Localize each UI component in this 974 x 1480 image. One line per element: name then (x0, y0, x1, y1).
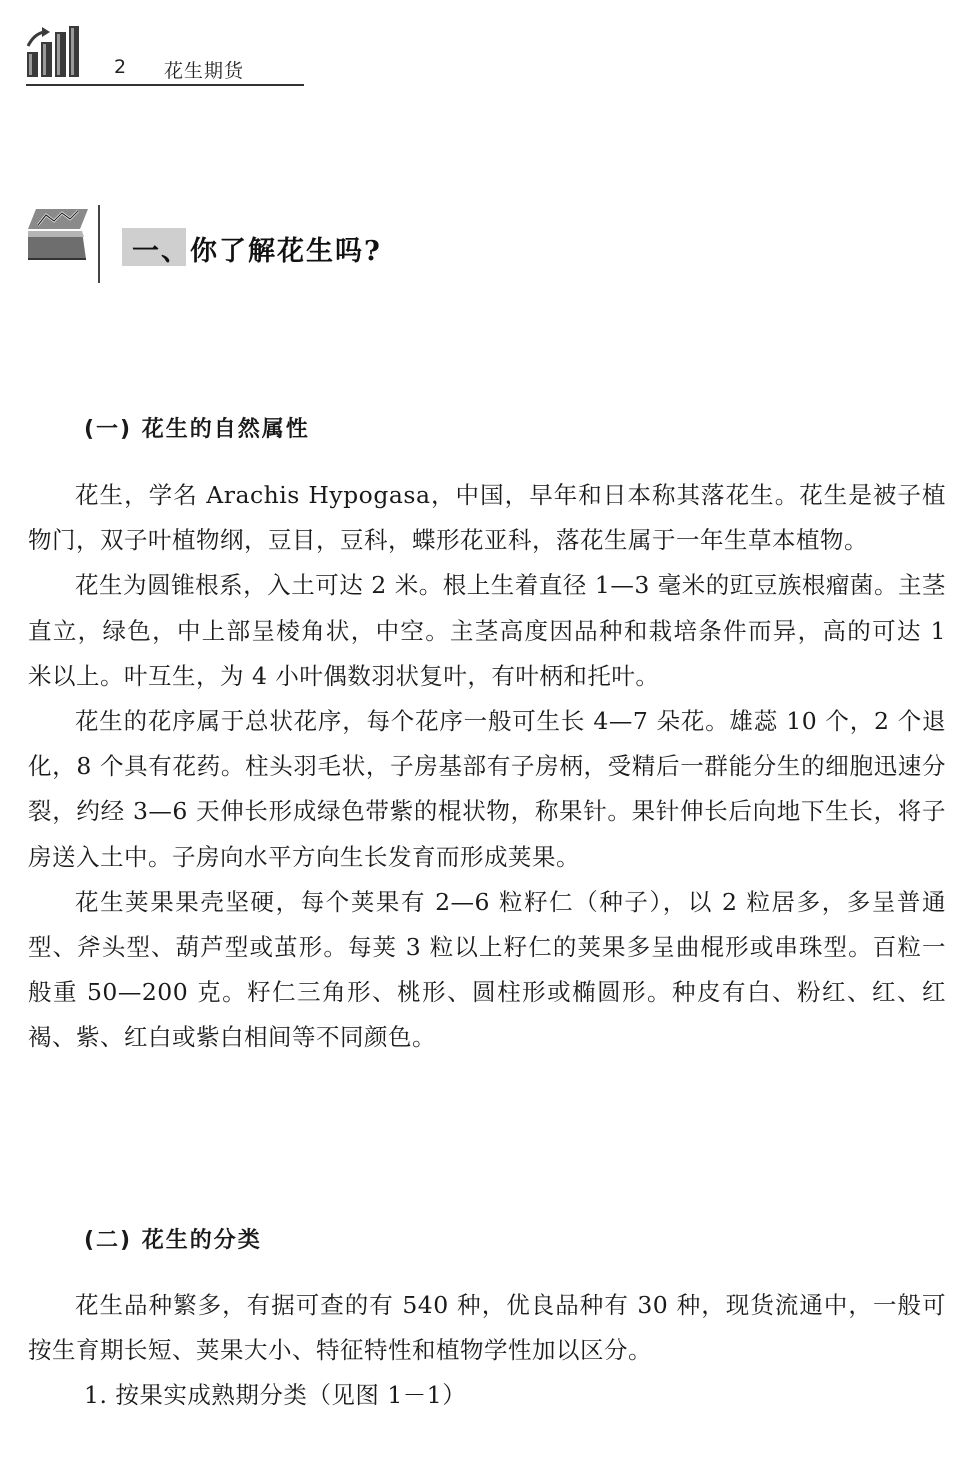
subsection-heading-2: (二) 花生的分类 (84, 1228, 262, 1253)
paragraph: 花生荚果果壳坚硬，每个荚果有 2—6 粒籽仁（种子），以 2 粒居多，多呈普通型、斧头型、葫芦型或茧形。每荚 3 粒以上籽仁的荚果多呈曲棍形或串珠型。百粒一般重 50—200 克。籽仁三角形、桃形、圆柱形或椭圆形。种皮有白、粉红、红、红褐、紫、红白或紫白相间等不同颜色。 (28, 887, 946, 1052)
subsection-1-body (28, 473, 946, 1061)
page-number: 2 (114, 56, 127, 78)
paragraph: 花生品种繁多，有据可查的有 540 种，优良品种有 30 种，现货流通中，一般可按生育期长短、荚果大小、特征特性和植物学性加以区分。 (28, 1291, 946, 1365)
section-divider (98, 205, 100, 283)
section-heading (26, 205, 546, 285)
subsection-heading-1: (一) 花生的自然属性 (84, 417, 310, 442)
folder-chart-icon (26, 207, 88, 263)
bar-chart-logo-icon (26, 22, 80, 78)
paragraph: 花生，学名 Arachis Hypogasa，中国，早年和日本称其落花生。花生是被子植物门，双子叶植物纲，豆目，豆科，蝶形花亚科，落花生属于一年生草本植物。 (28, 481, 946, 555)
running-title: 花生期货 (164, 60, 245, 82)
paragraph: 花生为圆锥根系，入土可达 2 米。根上生着直径 1—3 毫米的豇豆族根瘤菌。主茎直立，绿色，中上部呈棱角状，中空。主茎高度因品种和栽培条件而异，高的可达 1 米以上。叶互生，为 4 小叶偶数羽状复叶，有叶柄和托叶。 (28, 571, 946, 690)
paragraph: 花生的花序属于总状花序，每个花序一般可生长 4—7 朵花。雄蕊 10 个，2 个退化，8 个具有花药。柱头羽毛状，子房基部有子房柄，受精后一群能分生的细胞迅速分裂，约经 3—6 天伸长形成绿色带紫的棍状物，称果针。果针伸长后向地下生长，将子房送入土中。子房向水平方向生长发育而形成荚果。 (28, 707, 946, 871)
list-item: 1. 按果实成熟期分类（见图 1－1） (84, 1381, 467, 1410)
section-title: 一、你了解花生吗? (132, 236, 382, 267)
page-header (26, 22, 304, 88)
subsection-2-body (28, 1283, 946, 1419)
header-rule (26, 84, 304, 86)
